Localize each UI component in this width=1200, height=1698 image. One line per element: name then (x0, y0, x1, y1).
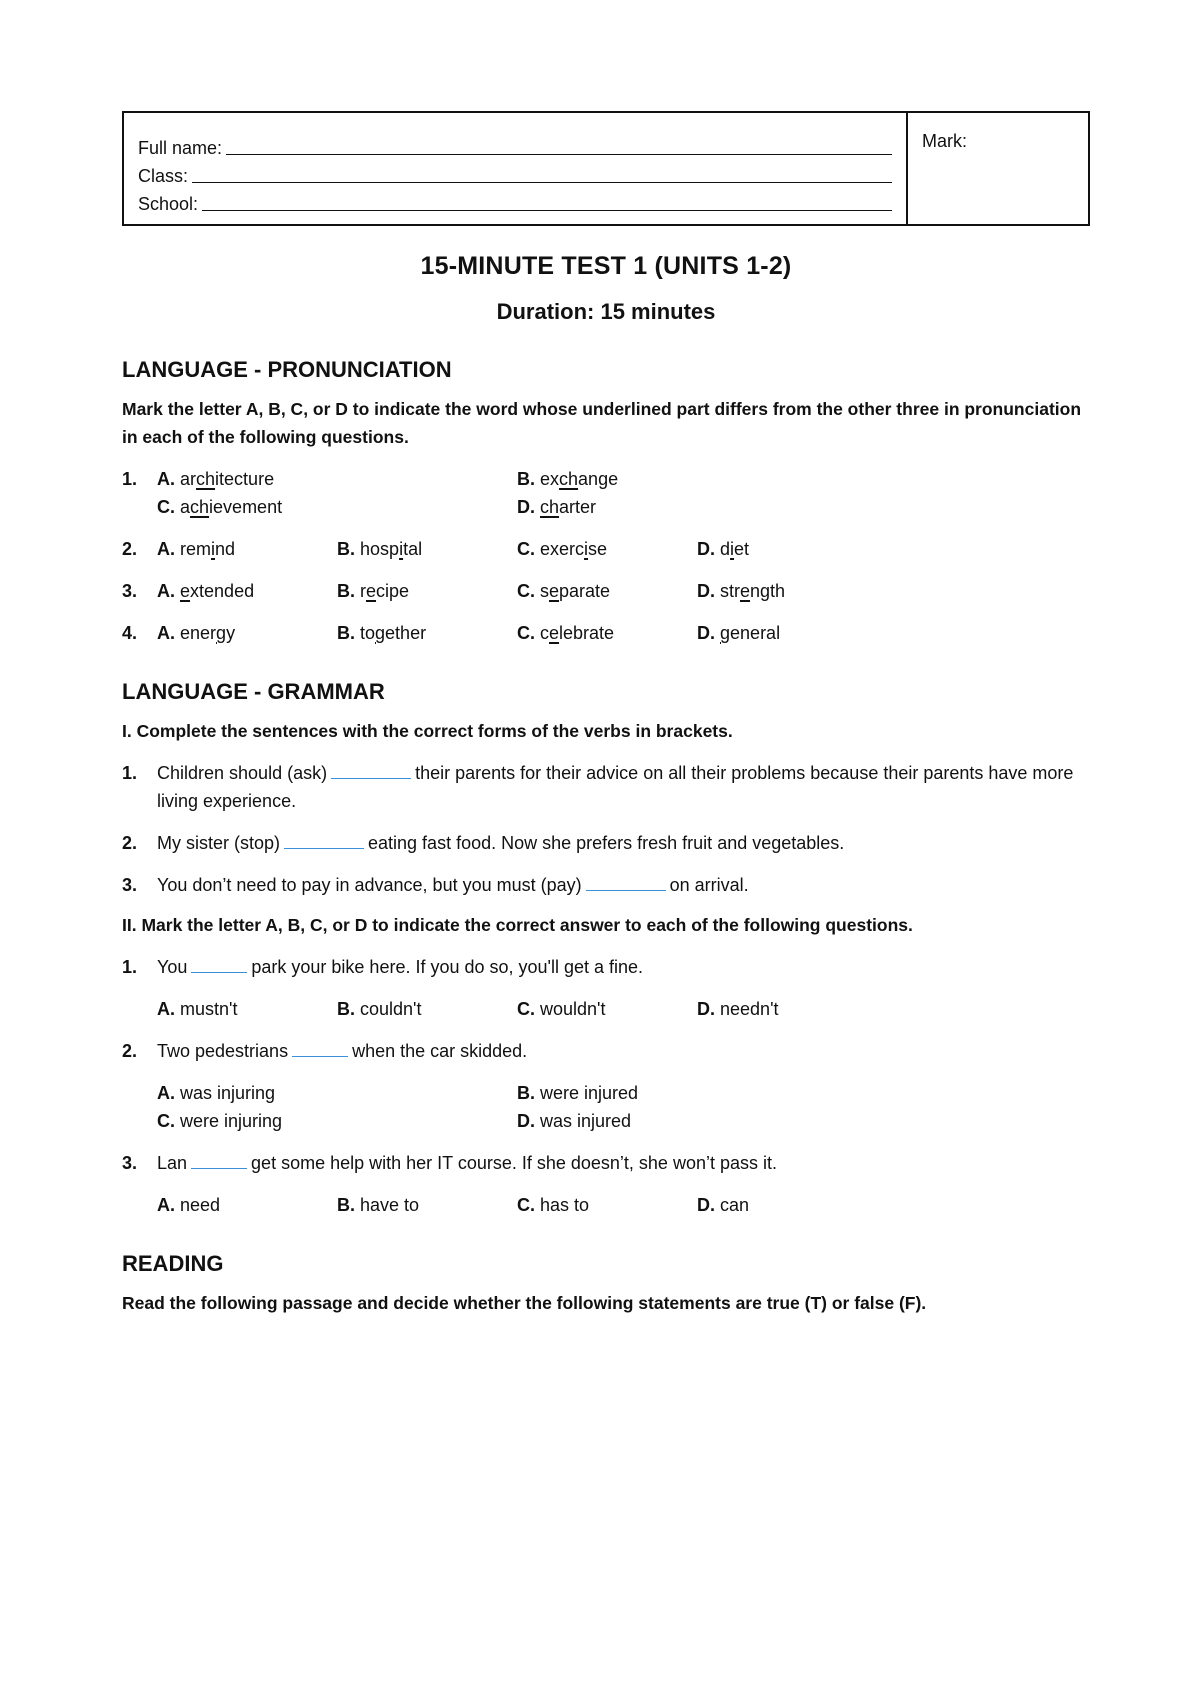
underlined-part: ch (540, 497, 560, 517)
option-row (157, 535, 1090, 563)
answer-option[interactable] (337, 577, 517, 605)
option-word-start: ex (540, 469, 560, 489)
answer-option[interactable] (517, 577, 697, 605)
underlined-part: i (211, 539, 216, 559)
option-letter: B. (517, 469, 535, 489)
test-title: 15-MINUTE TEST 1 (UNITS 1-2) (420, 252, 792, 280)
question-text-after: their parents for their advice on all their problems because their parents have more living experience. (157, 763, 1074, 811)
option-word-start: rem (180, 539, 212, 559)
question-text (157, 1149, 1090, 1177)
option-word-start: c (540, 623, 550, 643)
pronunciation-question (122, 465, 1090, 521)
option-text: wouldn't (540, 999, 606, 1019)
school-row (138, 187, 892, 215)
question-text-after: eating fast food. Now she prefers fresh fruit and vegetables. (368, 833, 845, 853)
underlined-part: ch (190, 497, 210, 517)
mark-box (908, 113, 1088, 224)
underlined-part: i (584, 539, 589, 559)
option-letter: B. (337, 999, 355, 1019)
option-letter: A. (157, 1083, 175, 1103)
option-letter: B. (337, 1195, 355, 1215)
option-letter: B. (337, 623, 355, 643)
answer-option[interactable] (157, 1107, 517, 1135)
option-word-end: xtended (190, 581, 255, 601)
option-letter: D. (697, 1195, 715, 1215)
answer-option[interactable] (337, 1191, 517, 1219)
option-word-end: arter (559, 497, 597, 517)
option-letter: C. (517, 623, 535, 643)
option-letter: D. (697, 539, 715, 559)
option-text: need (180, 1195, 221, 1215)
option-word-start: ener (180, 623, 217, 643)
question-text (157, 759, 1090, 815)
answer-option[interactable] (157, 995, 337, 1023)
option-letter: A. (157, 1195, 175, 1215)
option-word-start: exerc (540, 539, 585, 559)
question-number: 2. (122, 1041, 138, 1061)
question-text-after: park your bike here. If you do so, you'll get a fine. (251, 957, 644, 977)
mc-question (122, 1037, 1090, 1065)
option-text: mustn't (180, 999, 238, 1019)
pronunciation-instruction: Mark the letter A, B, C, or D to indicate the word whose underlined part differs from the other three in pronunciation in each of the following questions. (122, 399, 1082, 447)
underlined-part: g (375, 623, 386, 643)
option-letter: D. (697, 623, 715, 643)
answer-option[interactable] (157, 1191, 337, 1219)
question-number: 2. (122, 833, 138, 853)
option-letter: D. (517, 1111, 535, 1131)
option-text: couldn't (360, 999, 422, 1019)
answer-blank[interactable] (331, 760, 411, 779)
option-letter: B. (517, 1083, 535, 1103)
option-word-end: ether (385, 623, 427, 643)
mc-question (122, 953, 1090, 981)
student-info-box (122, 111, 1090, 226)
question-text-before: You (157, 957, 188, 977)
reading-section-title: READING (122, 1251, 224, 1276)
option-text: have to (360, 1195, 420, 1215)
answer-option[interactable] (517, 1191, 697, 1219)
answer-blank[interactable] (292, 1038, 348, 1057)
question-number: 1. (122, 957, 138, 977)
underlined-part: i (399, 539, 404, 559)
question-text-after: when the car skidded. (352, 1041, 528, 1061)
answer-option[interactable] (157, 577, 337, 605)
class-line[interactable] (192, 164, 892, 183)
test-duration: Duration: 15 minutes (496, 299, 716, 324)
option-word-end: et (734, 539, 750, 559)
option-letter: D. (697, 999, 715, 1019)
pronunciation-question (122, 577, 1090, 605)
option-letter: A. (157, 539, 175, 559)
option-letter: C. (517, 999, 535, 1019)
question-text (157, 829, 1090, 857)
option-letter: A. (157, 469, 175, 489)
question-number: 4. (122, 623, 138, 643)
answer-option[interactable] (157, 493, 517, 521)
answer-option[interactable] (157, 619, 337, 647)
question-number: 3. (122, 1153, 138, 1173)
option-letter: C. (157, 497, 175, 517)
question-text-after: on arrival. (669, 875, 749, 895)
option-letter: D. (517, 497, 535, 517)
option-word-end: tal (403, 539, 423, 559)
answer-option[interactable] (697, 577, 877, 605)
option-text: were injuring (180, 1111, 283, 1131)
answer-option[interactable] (517, 1107, 877, 1135)
option-word-end: itecture (215, 469, 275, 489)
answer-blank[interactable] (191, 1150, 247, 1169)
underlined-part: g (216, 623, 227, 643)
option-word-start: hosp (360, 539, 400, 559)
answer-option[interactable] (517, 493, 877, 521)
question-text-before: Two pedestrians (157, 1041, 289, 1061)
student-info-fields (124, 113, 908, 224)
option-row (157, 577, 1090, 605)
option-word-end: ange (578, 469, 619, 489)
underlined-part: i (730, 539, 735, 559)
option-letter: A. (157, 999, 175, 1019)
option-word-start: r (360, 581, 367, 601)
answer-option[interactable] (517, 465, 877, 493)
option-row (157, 619, 1090, 647)
option-letter: A. (157, 581, 175, 601)
option-word-start: to (360, 623, 376, 643)
option-word-start: str (720, 581, 741, 601)
underlined-part: e (366, 581, 377, 601)
class-row (138, 159, 892, 187)
answer-option[interactable] (697, 1191, 877, 1219)
option-letter: B. (337, 539, 355, 559)
option-letter: A. (157, 623, 175, 643)
question-number: 1. (122, 763, 138, 783)
answer-blank[interactable] (586, 872, 666, 891)
full-name-row (138, 131, 892, 159)
full-name-label: Full name: (138, 138, 223, 158)
option-word-end: se (588, 539, 608, 559)
answer-option[interactable] (697, 619, 877, 647)
option-text: were injured (540, 1083, 639, 1103)
underlined-part: e (549, 623, 560, 643)
answer-option[interactable] (517, 995, 697, 1023)
option-text: was injuring (180, 1083, 276, 1103)
option-text: can (720, 1195, 750, 1215)
option-word-start: d (720, 539, 731, 559)
question-number: 3. (122, 875, 138, 895)
option-word-end: ngth (750, 581, 786, 601)
answer-blank[interactable] (191, 954, 247, 973)
question-text (157, 1037, 1090, 1065)
underlined-part: e (740, 581, 751, 601)
answer-option[interactable] (697, 535, 877, 563)
school-line[interactable] (202, 192, 892, 211)
option-letter: D. (697, 581, 715, 601)
question-number: 1. (122, 469, 138, 489)
test-page (122, 111, 1090, 1317)
option-letter: C. (157, 1111, 175, 1131)
fill-in-question (122, 759, 1090, 815)
question-number: 3. (122, 581, 138, 601)
option-word-end: parate (559, 581, 611, 601)
option-word-end: ievement (209, 497, 283, 517)
fill-in-question (122, 871, 1090, 899)
grammar-part1-instruction: I. Complete the sentences with the correct forms of the verbs in brackets. (122, 721, 733, 741)
option-grid (157, 465, 1090, 521)
answer-option[interactable] (157, 465, 517, 493)
reading-instruction: Read the following passage and decide whether the following statements are true (T) or false (F). (122, 1293, 927, 1313)
option-text: has to (540, 1195, 590, 1215)
question-text-before: You don’t need to pay in advance, but you must (pay) (157, 875, 582, 895)
underlined-part: ch (559, 469, 579, 489)
underlined-part: ch (196, 469, 216, 489)
option-word-end: eneral (730, 623, 781, 643)
fill-in-question (122, 829, 1090, 857)
answer-option[interactable] (337, 995, 517, 1023)
answer-blank[interactable] (284, 830, 364, 849)
answer-option[interactable] (337, 535, 517, 563)
option-text: needn't (720, 999, 779, 1019)
option-row (157, 1191, 1090, 1219)
full-name-line[interactable] (226, 136, 892, 155)
answer-option[interactable] (697, 995, 877, 1023)
answer-option[interactable] (157, 1079, 517, 1107)
option-text: was injured (540, 1111, 632, 1131)
question-text-before: Children should (ask) (157, 763, 328, 783)
answer-option[interactable] (517, 535, 697, 563)
question-number: 2. (122, 539, 138, 559)
option-letter: C. (517, 581, 535, 601)
option-grid (157, 1079, 1090, 1135)
mark-label: Mark: (922, 131, 967, 151)
option-word-start: ar (180, 469, 197, 489)
grammar-part2-instruction: II. Mark the letter A, B, C, or D to indicate the correct answer to each of the following questions. (122, 915, 913, 935)
option-row (157, 995, 1090, 1023)
answer-option[interactable] (517, 619, 697, 647)
pronunciation-question (122, 535, 1090, 563)
option-word-start: a (180, 497, 191, 517)
question-text (157, 953, 1090, 981)
question-text-after: get some help with her IT course. If she doesn’t, she won’t pass it. (251, 1153, 777, 1173)
option-letter: C. (517, 1195, 535, 1215)
answer-option[interactable] (337, 619, 517, 647)
underlined-part: e (549, 581, 560, 601)
option-letter: C. (517, 539, 535, 559)
question-text-before: Lan (157, 1153, 188, 1173)
option-word-end: cipe (376, 581, 410, 601)
school-label: School: (138, 194, 199, 214)
option-word-end: lebrate (559, 623, 615, 643)
grammar-section-title: LANGUAGE - GRAMMAR (122, 679, 385, 704)
pronunciation-question (122, 619, 1090, 647)
underlined-part: g (720, 623, 731, 643)
option-letter: B. (337, 581, 355, 601)
answer-option[interactable] (517, 1079, 877, 1107)
pronunciation-section-title: LANGUAGE - PRONUNCIATION (122, 357, 452, 382)
underlined-part: e (180, 581, 191, 601)
option-word-start: s (540, 581, 550, 601)
option-word-end: nd (215, 539, 236, 559)
mc-question (122, 1149, 1090, 1177)
question-text (157, 871, 1090, 899)
question-text-before: My sister (stop) (157, 833, 281, 853)
class-label: Class: (138, 166, 189, 186)
answer-option[interactable] (157, 535, 337, 563)
option-word-end: y (226, 623, 236, 643)
